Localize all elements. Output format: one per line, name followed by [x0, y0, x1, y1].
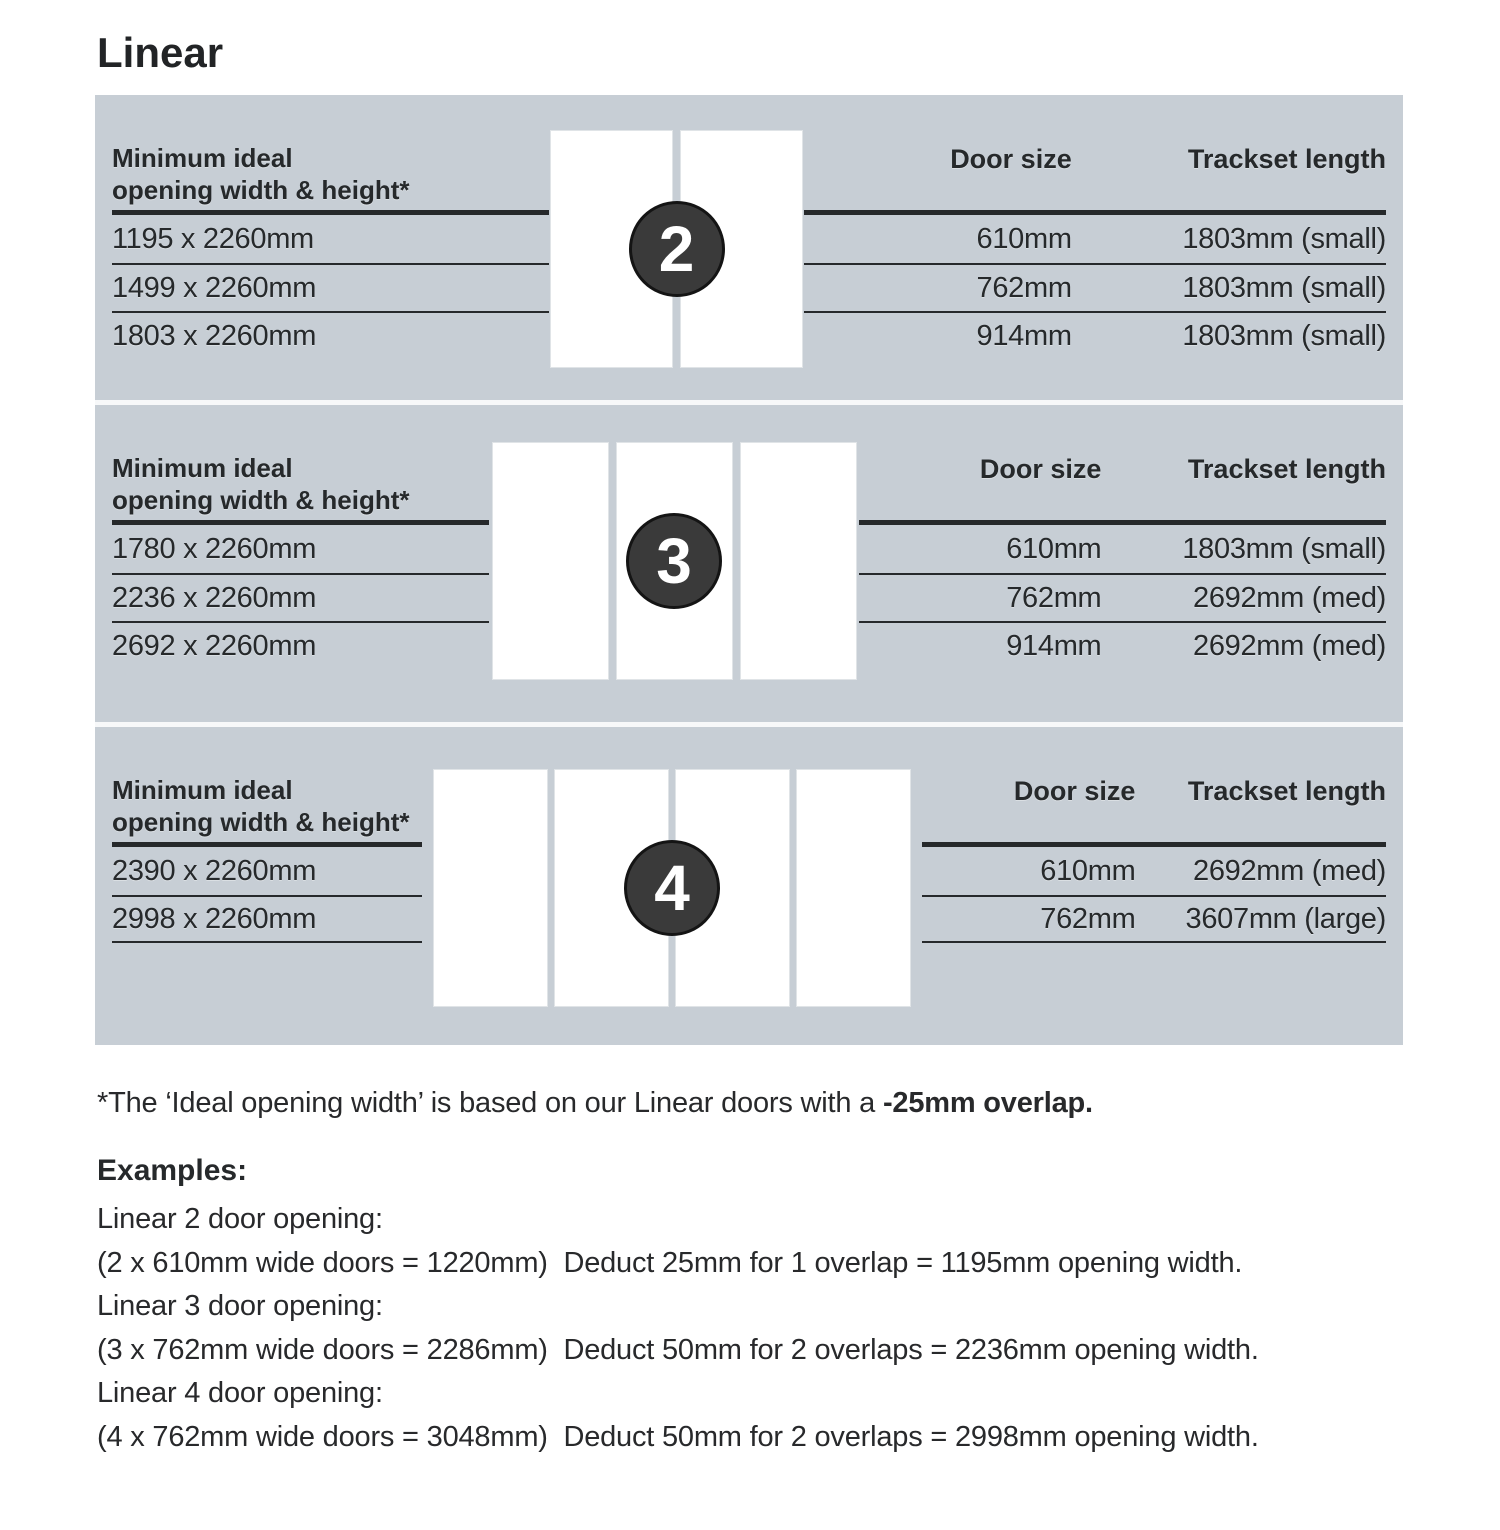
opening-size-header — [112, 140, 549, 215]
trackset-length-cell: 2692mm (med) — [1192, 629, 1386, 662]
trackset-length-header: Trackset length — [1187, 454, 1386, 484]
opening-size-header — [112, 772, 422, 847]
trackset-row — [804, 263, 1386, 311]
trackset-length-header: Trackset length — [1187, 144, 1386, 174]
trackset-row — [859, 525, 1386, 573]
example-line: Linear 2 door opening: — [97, 1203, 383, 1235]
trackset-table-4-door — [922, 772, 1386, 943]
door-count-number: 3 — [656, 525, 692, 597]
door-diagram-4 — [433, 769, 911, 1007]
footnote — [97, 1087, 1500, 1120]
footnote-text: *The ‘Ideal opening width’ is based on our Linear doors with a — [97, 1087, 883, 1119]
example-line: (2 x 610mm wide doors = 1220mm) Deduct 25mm for 1 overlap = 1195mm opening width. — [97, 1246, 1243, 1279]
door-count-badge-2 — [629, 201, 725, 297]
opening-size-table-2-door — [112, 140, 549, 359]
trackset-length-cell: 1803mm (small) — [1182, 222, 1386, 255]
opening-size-row: 1803 x 2260mm — [112, 311, 549, 359]
trackset-row — [804, 215, 1386, 263]
trackset-length-cell: 1803mm (small) — [1182, 271, 1386, 304]
opening-size-header — [112, 450, 489, 525]
door-size-header: Door size — [979, 454, 1102, 484]
examples-heading: Examples: — [97, 1154, 248, 1187]
door-panel — [740, 442, 857, 680]
trackset-table-2-door — [804, 140, 1386, 359]
door-count-badge-4 — [624, 840, 720, 936]
door-size-cell: 610mm — [1006, 532, 1102, 565]
door-diagram-2 — [550, 130, 803, 368]
section-4-door — [95, 727, 1403, 1043]
trackset-row — [859, 573, 1386, 621]
trackset-table-3-door — [859, 450, 1386, 669]
opening-size-row: 1499 x 2260mm — [112, 263, 549, 311]
opening-size-row: 1780 x 2260mm — [112, 532, 317, 565]
door-count-number: 2 — [658, 213, 695, 285]
door-size-cell: 610mm — [1040, 854, 1136, 887]
trackset-length-cell: 3607mm (large) — [1185, 902, 1386, 935]
opening-size-header-line1: Minimum ideal — [112, 775, 293, 805]
trackset-length-cell: 2692mm (med) — [1192, 854, 1386, 887]
opening-size-header-line1: Minimum ideal — [112, 453, 293, 483]
page-title: Linear — [97, 29, 224, 76]
door-size-cell: 610mm — [976, 222, 1072, 255]
example-line: Linear 4 door opening: — [97, 1377, 383, 1409]
section-2-door — [95, 95, 1403, 400]
trackset-row — [804, 311, 1386, 359]
opening-size-header-line1: Minimum ideal — [112, 143, 293, 173]
trackset-length-cell: 2692mm (med) — [1192, 581, 1386, 614]
trackset-length-cell: 1803mm (small) — [1182, 319, 1386, 352]
opening-size-table-3-door — [112, 450, 489, 669]
opening-size-row: 2390 x 2260mm — [112, 854, 317, 887]
door-size-cell: 762mm — [1006, 581, 1102, 614]
trackset-table-header — [804, 140, 1386, 215]
door-panel — [492, 442, 609, 680]
door-size-cell: 762mm — [976, 271, 1072, 304]
opening-size-header-line2: opening width & height* — [112, 175, 410, 205]
door-panel — [796, 769, 911, 1007]
example-line: (3 x 762mm wide doors = 2286mm) Deduct 50mm for 2 overlaps = 2236mm opening width. — [97, 1333, 1259, 1366]
door-size-cell: 914mm — [1006, 629, 1102, 662]
opening-size-row: 2236 x 2260mm — [112, 573, 489, 621]
door-count-number: 4 — [654, 852, 690, 924]
door-size-header: Door size — [1013, 776, 1136, 806]
trackset-length-cell: 1803mm (small) — [1182, 532, 1386, 565]
opening-size-row: 2692 x 2260mm — [112, 621, 489, 669]
door-diagram-3 — [492, 442, 857, 680]
trackset-table-header — [859, 450, 1386, 525]
door-size-cell: 762mm — [1040, 902, 1136, 935]
footnote-bold-text: -25mm overlap. — [882, 1087, 1093, 1119]
door-size-cell: 914mm — [976, 319, 1072, 352]
sizing-chart-panel — [95, 95, 1403, 1045]
door-size-header: Door size — [950, 144, 1072, 174]
example-line: (4 x 762mm wide doors = 3048mm) Deduct 50mm for 2 overlaps = 2998mm opening width. — [97, 1420, 1259, 1453]
opening-size-row: 2998 x 2260mm — [112, 895, 422, 943]
trackset-row — [922, 895, 1386, 943]
trackset-length-header: Trackset length — [1187, 776, 1386, 806]
opening-size-header-line2: opening width & height* — [112, 485, 410, 515]
examples-block — [97, 1154, 1500, 1459]
door-count-badge-3 — [626, 513, 722, 609]
section-3-door — [95, 405, 1403, 722]
opening-size-header-line2: opening width & height* — [112, 807, 410, 837]
opening-size-row: 1195 x 2260mm — [112, 222, 314, 255]
door-panel — [433, 769, 548, 1007]
trackset-row — [859, 621, 1386, 669]
example-line: Linear 3 door opening: — [97, 1290, 383, 1322]
opening-size-table-4-door — [112, 772, 422, 943]
trackset-row — [922, 847, 1386, 895]
trackset-table-header — [922, 772, 1386, 847]
